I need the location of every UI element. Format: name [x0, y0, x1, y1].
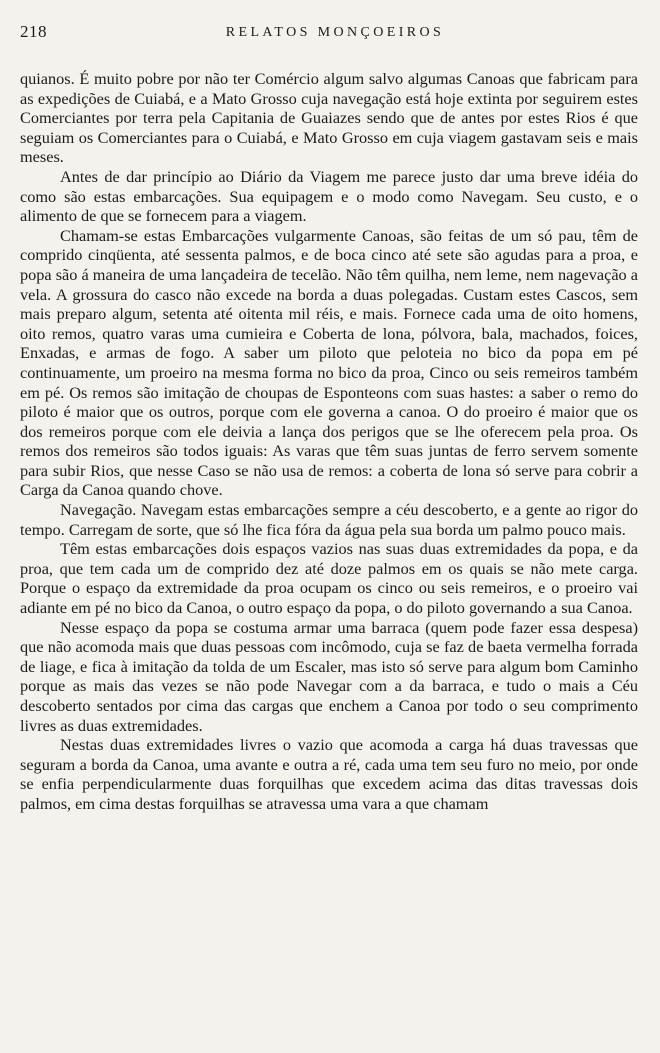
running-head: RELATOS MONÇOEIROS: [225, 25, 445, 40]
paragraph-3: Chamam-se estas Embarcações vulgarmente Canoas, são feitas de um só pau, têm de comprido cinqüenta, até sessenta palmos, e de boca cinco até sete são agudas para a proa, e popa são á maneira de uma lançadeira de tecelão. Não têm quilha, nem leme, nem nagevação a vela. A grossura do casco não excede na borda a duas polegadas. Custam estes Cascos, sem mais preparo algum, setenta até oitenta mil réis, e mais. Fornece cada uma de oito homens, oito remos, quatro varas uma cumieira e Coberta de lona, pólvora, bala, machados, foices, Enxadas, e armas de fogo. A saber um piloto que peloteia no bico da popa em pé continuamente, um proeiro na mesma forma no bico da proa, Cinco ou seis remeiros também em pé. Os remos são imitação de choupas de Esponteons com suas hastes: a saber o remo do piloto é maior que os outros, porque com ele governa a canoa. O do proeiro é maior que os dos remeiros porque com ele deivia a lança dos perigos que se lhe oferecem pela proa. Os remos dos remeiros são todos iguais: As varas que têm suas juntas de ferro servem somente para subir Rios, que nesse Caso se não usa de remos: a coberta de lona só serve para cobrir a Carga da Canoa quando chove.: [20, 225, 638, 500]
paragraph-2: Antes de dar princípio ao Diário da Viagem me parece justo dar uma breve idéia do como são estas embarcações. Sua equipagem e o modo como Navegam. Seu custo, e o alimento de que se fornecem para a viagem.: [20, 166, 638, 226]
paragraph-7: Nestas duas extremidades livres o vazio que acomoda a carga há duas travessas que seguram a borda da Canoa, uma avante e outra a ré, cada uma tem seu furo no meio, por onde se enfia perpendicularmente duas forquilhas que excedem acima das ditas travessas dois palmos, em cima destas forquilhas se atravessa uma vara a que chamam: [20, 735, 638, 813]
paragraph-1: quianos. É muito pobre por não ter Comércio algum salvo algumas Canoas que fabricam para as expedições de Cuiabá, e a Mato Grosso cuja navegação está hoje extinta por seguirem estes Comerciantes por terra pela Capitania de Guaiazes sendo que de antes por estes Rios é que seguiam os Comerciantes para o Cuiabá, e Mato Grosso em cuja viagem gastavam seis e mais meses.: [20, 69, 638, 167]
paragraph-6: Nesse espaço da popa se costuma armar uma barraca (quem pode fazer essa despesa) que não acomoda mais que duas pessoas com incômodo, cuja se faz de baeta vermelha forrada de liage, e fica à imitação da tolda de um Escaler, mas isto só serve para algum bom Caminho porque as mais das vezes se não pode Navegar com a da barraca, e tudo o mais a Céu descoberto sentados por cima das cargas que enchem a Canoa por todo o seu comprimento livres as duas extremidades.: [20, 617, 638, 735]
paragraph-5: Têm estas embarcações dois espaços vazios nas suas duas extremidades da popa, e da proa, que tem cada um de comprido dez até doze palmos em os quais se não mete carga. Porque o espaço da extremidade da proa ocupam os cinco ou seis remeiros, e o proeiro vai adiante em pé no bico da Canoa, o outro espaço da popa, o do piloto governando a sua Canoa.: [20, 539, 638, 618]
page-number: 218: [20, 22, 47, 41]
paragraph-4: Navegação. Navegam estas embarcações sempre a céu descoberto, e a gente ao rigor do tempo. Carregam de sorte, que só lhe fica fóra da água pela sua borda um palmo pouco mais.: [20, 500, 638, 539]
page-header: [20, 22, 636, 48]
body-text: [20, 69, 638, 814]
